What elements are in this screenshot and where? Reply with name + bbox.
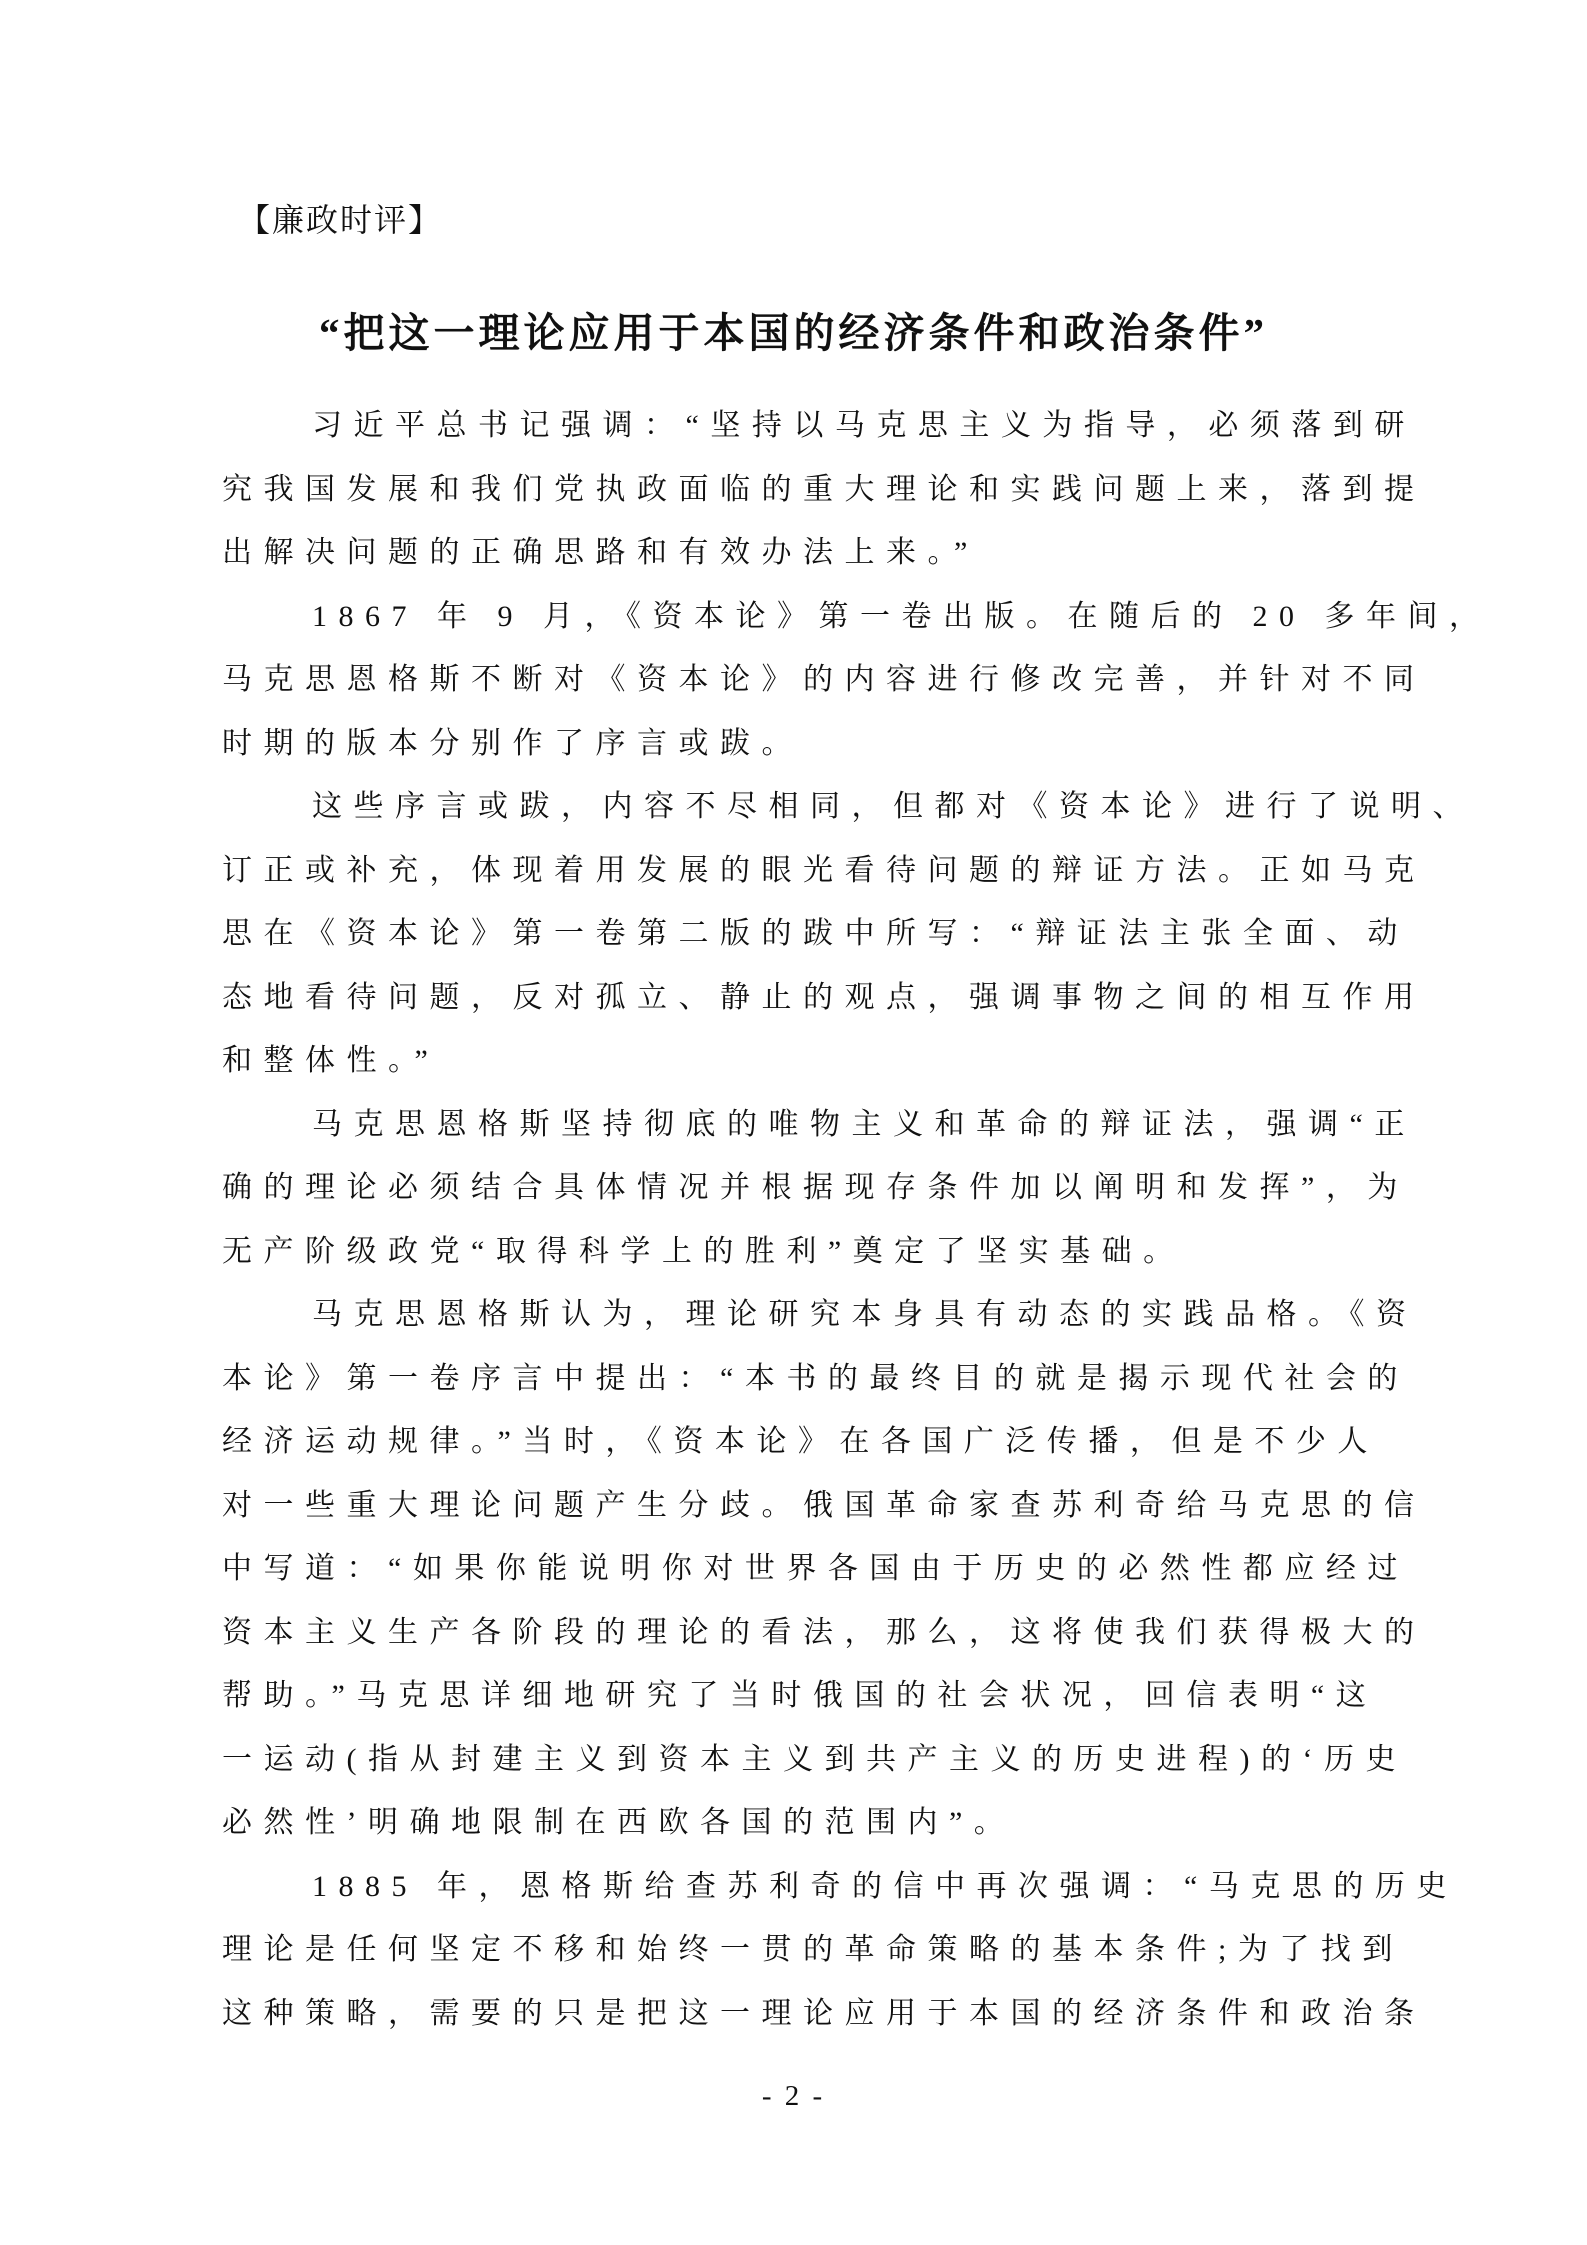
- text-line: 马克思恩格斯认为，理论研究本身具有动态的实践品格。《资: [312, 1298, 1418, 1331]
- text-line: 1867 年 9 月，《资本论》第一卷出版。在随后的 20 多年间，: [312, 599, 1491, 633]
- text-line: 马克思恩格斯不断对《资本论》的内容进行修改完善，并针对不同: [222, 663, 1426, 696]
- text-line: 究我国发展和我们党执政面临的重大理论和实践问题上来，落到提: [222, 472, 1426, 506]
- text-line: 出解决问题的正确思路和有效办法上来。”: [222, 536, 979, 569]
- text-line: 1885 年，恩格斯给查苏利奇的信中再次强调：“马克思的历史: [312, 1869, 1458, 1903]
- text-line: 时期的版本分别作了序言或跋。: [222, 726, 803, 760]
- text-line: 确的理论必须结合具体情况并根据现存条件加以阐明和发挥”，为: [222, 1171, 1409, 1204]
- text-line: 资本主义生产各阶段的理论的看法，那么，这将使我们获得极大的: [222, 1615, 1426, 1649]
- text-line: 这些序言或跋，内容不尽相同，但都对《资本论》进行了说明、: [312, 790, 1474, 823]
- page-number: - 2 -: [761, 2080, 826, 2112]
- text-line: 思在《资本论》第一卷第二版的跋中所写：“辩证法主张全面、动: [222, 917, 1409, 950]
- document-body: [222, 394, 1491, 2045]
- text-line: 帮助。”马克思详细地研究了当时俄国的社会状况，回信表明“这: [222, 1679, 1378, 1712]
- text-line: 和整体性。”: [222, 1044, 440, 1077]
- text-line: 订正或补充，体现着用发展的眼光看待问题的辩证方法。正如马克: [222, 853, 1426, 887]
- text-line: 习近平总书记强调：“坚持以马克思主义为指导，必须落到研: [312, 409, 1416, 442]
- text-line: 一运动(指从封建主义到资本主义到共产主义的历史进程)的‘历史: [222, 1742, 1407, 1776]
- article-title: “把这一理论应用于本国的经济条件和政治条件”: [319, 310, 1268, 356]
- text-line: 无产阶级政党“取得科学上的胜利”奠定了坚实基础。: [222, 1234, 1185, 1268]
- text-line: 必然性’明确地限制在西欧各国的范围内”。: [222, 1806, 1016, 1839]
- text-line: 经济运动规律。”当时，《资本论》在各国广泛传播，但是不少人: [222, 1425, 1379, 1458]
- text-line: 中写道：“如果你能说明你对世界各国由于历史的必然性都应经过: [222, 1552, 1409, 1585]
- text-line: 对一些重大理论问题产生分歧。俄国革命家查苏利奇给马克思的信: [222, 1488, 1426, 1522]
- text-line: 理论是任何坚定不移和始终一贯的革命策略的基本条件;为了找到: [222, 1933, 1404, 1966]
- text-line: 马克思恩格斯坚持彻底的唯物主义和革命的辩证法，强调“正: [312, 1107, 1416, 1141]
- text-line: 这种策略，需要的只是把这一理论应用于本国的经济条件和政治条: [222, 1996, 1426, 2030]
- column-header: 【廉政时评】: [238, 202, 443, 238]
- text-line: 本论》第一卷序言中提出：“本书的最终目的就是揭示现代社会的: [222, 1361, 1409, 1395]
- text-line: 态地看待问题，反对孤立、静止的观点，强调事物之间的相互作用: [222, 980, 1426, 1014]
